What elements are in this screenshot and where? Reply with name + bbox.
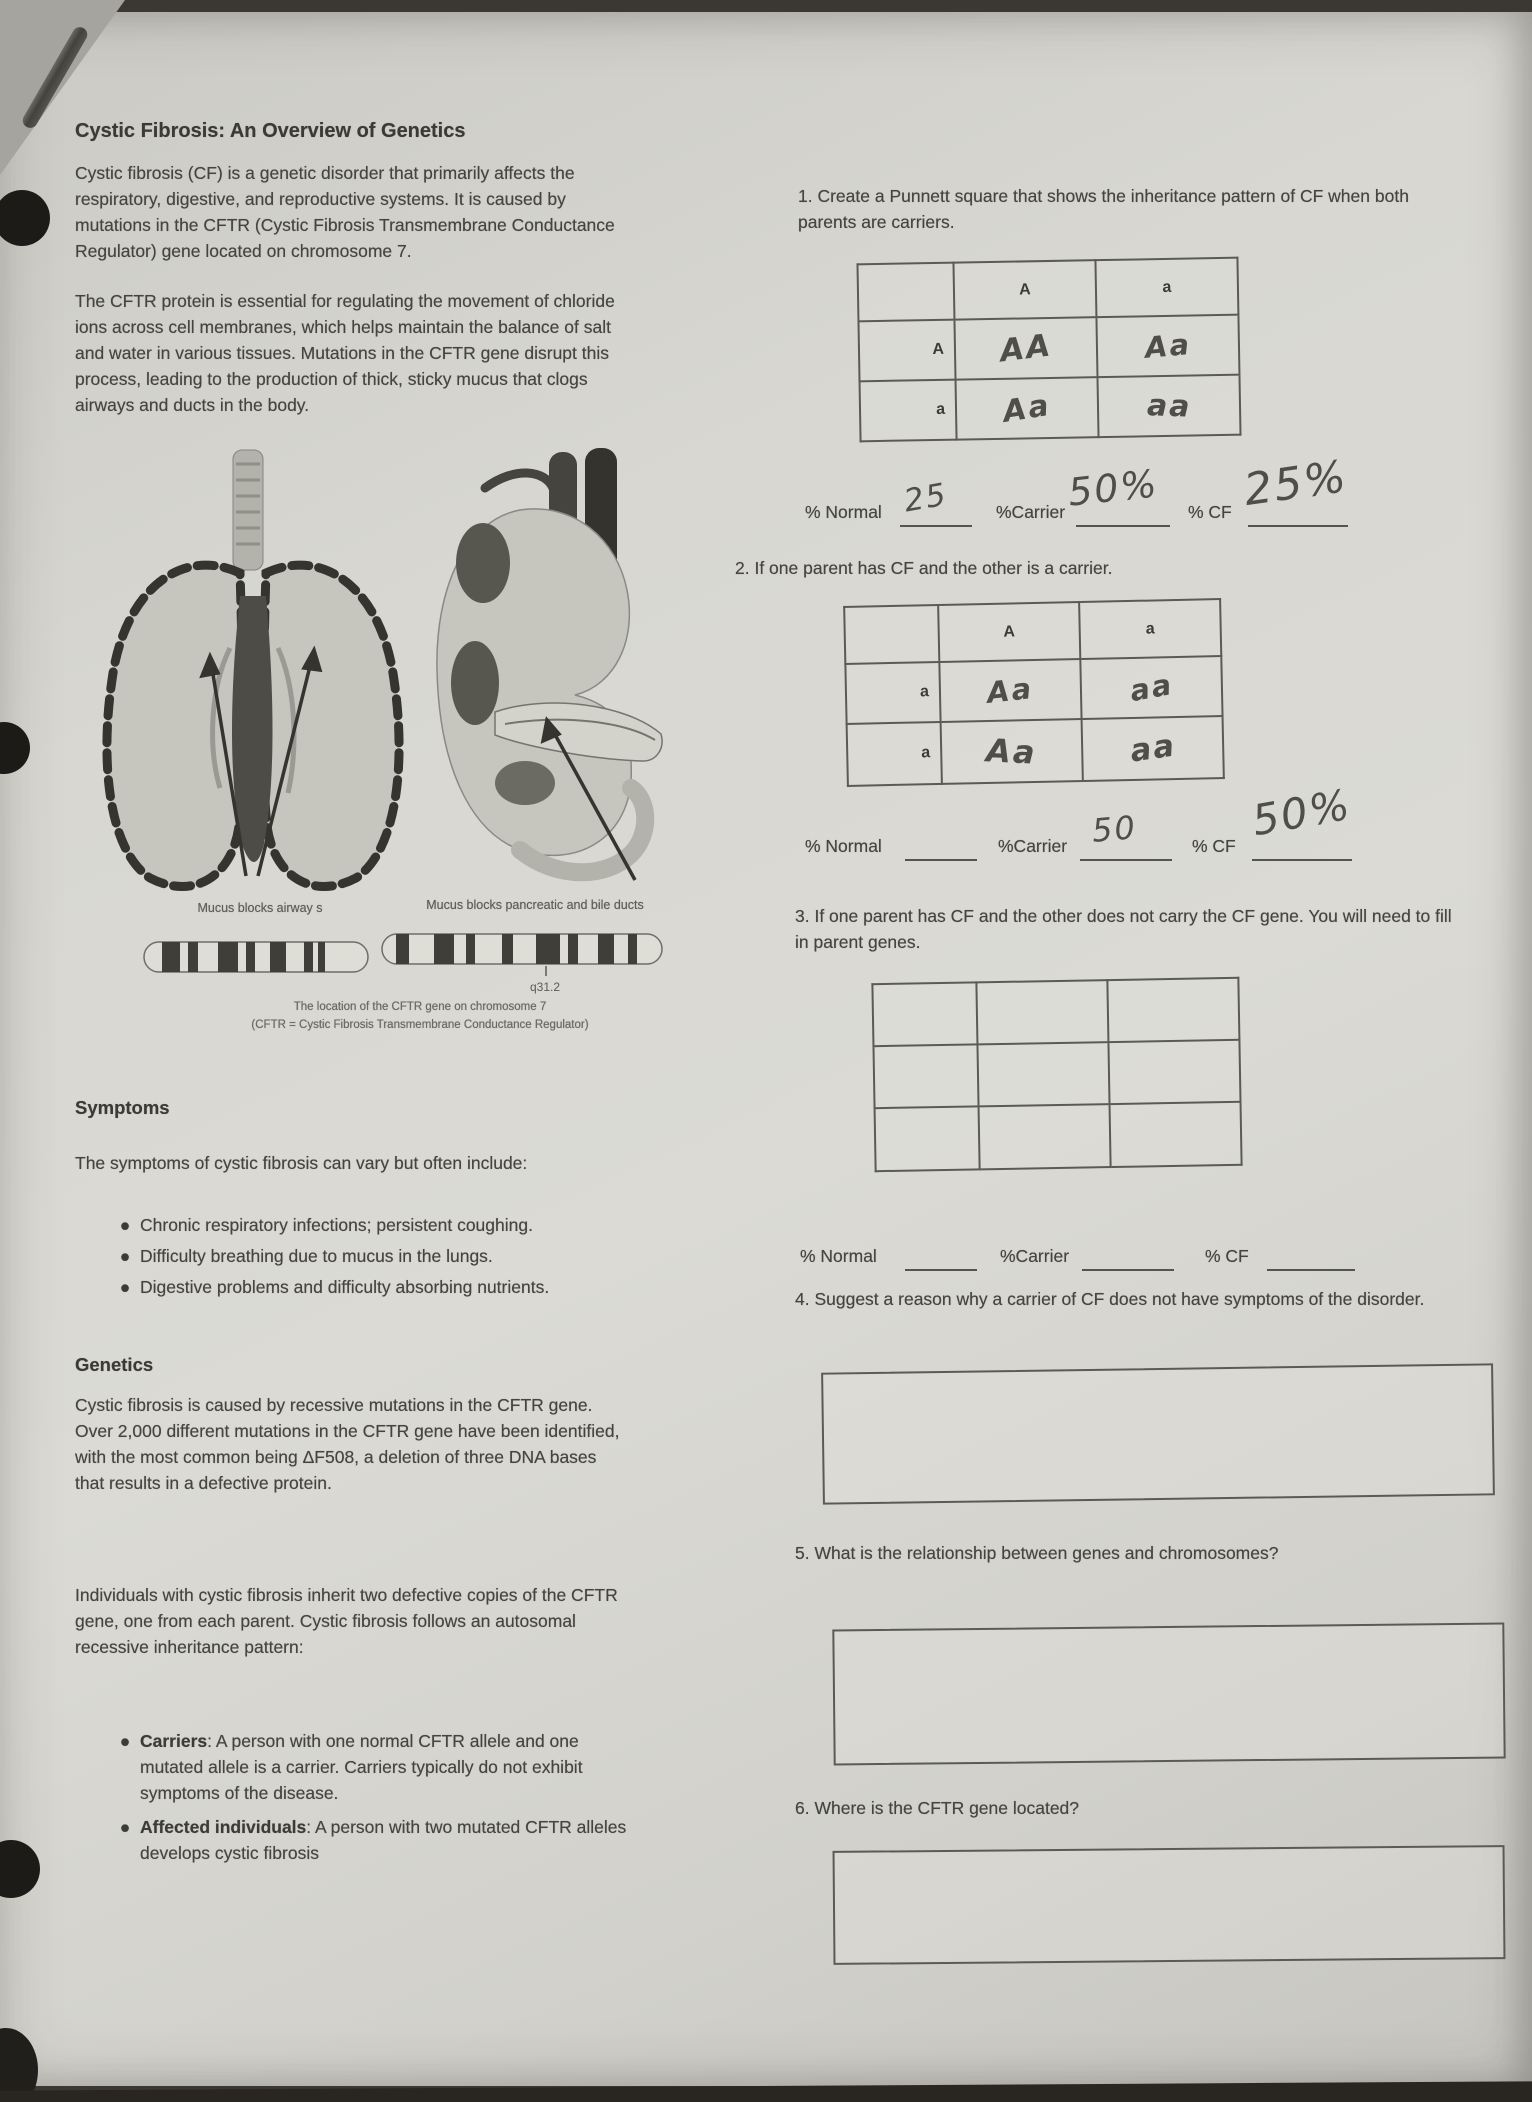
list-item [110, 1274, 655, 1300]
punnett2-col-header: A [938, 602, 1080, 662]
list-item [110, 1212, 655, 1238]
carriers-text: : A person with one normal CFTR allele and one mutated allele is a carrier. Carriers typically do not exhibit symptoms of the disease. [140, 1731, 583, 1803]
normal-label: % Normal [800, 1246, 877, 1266]
handwritten-genotype: Aa [1000, 387, 1054, 430]
handwritten-genotype: aa [1146, 387, 1192, 425]
cf-blank [1267, 1268, 1355, 1271]
genetics-heading: Genetics [75, 1354, 154, 1375]
punnett1-cell [1097, 375, 1240, 437]
chromosome-caption-line1: The location of the CFTR gene on chromosome 7 [293, 1001, 547, 1013]
normal-label: % Normal [805, 502, 882, 522]
question-1: 1. Create a Punnett square that shows the inheritance pattern of CF when both parents are carriers. [798, 186, 1409, 232]
question-6: 6. Where is the CFTR gene located? [795, 1798, 1080, 1818]
punnett3-cell [979, 1104, 1111, 1169]
chromosome-band-label: q31.2 [530, 980, 561, 994]
punnett2-row-label: a [847, 722, 942, 786]
punnett1-corner-cell [857, 263, 954, 322]
punnett2-col-header: a [1079, 599, 1221, 659]
handwritten-genotype: AA [997, 327, 1054, 370]
chromosome-ideogram [136, 920, 670, 998]
list-item [110, 1728, 630, 1806]
handwritten-cf-pct: 50% [1248, 779, 1355, 846]
punnett2-corner-cell [844, 605, 939, 664]
bullet-icon: ● [119, 1731, 131, 1751]
affected-text: : A person with two mutated CFTR alleles develops cystic fibrosis [140, 1817, 627, 1863]
punnett3-cell [1108, 1040, 1240, 1104]
punnett1-col-header: a [1095, 258, 1238, 317]
answer-box-q6 [833, 1845, 1506, 1965]
punnett1-col-header: A [953, 260, 1096, 319]
symptom-text: Chronic respiratory infections; persistent coughing. [140, 1215, 533, 1235]
symptoms-intro: The symptoms of cystic fibrosis can vary but often include: [75, 1153, 528, 1173]
carrier-blank [1080, 858, 1172, 861]
carrier-blank [1082, 1268, 1174, 1271]
handwritten-genotype: Aa [985, 731, 1038, 772]
punnett-square-3 [871, 977, 1242, 1172]
punnett1-cell [956, 377, 1099, 439]
punnett1-row-label: a [860, 380, 957, 442]
question-5: 5. What is the relationship between genes and chromosomes? [795, 1543, 1279, 1563]
intro-paragraph-1: Cystic fibrosis (CF) is a genetic disorder that primarily affects the respiratory, digestive, and reproductive systems. It is caused by mutations in the CFTR (Cystic Fibrosis Transmembrane Conductance Regulator) gene located on chromosome 7. [75, 163, 615, 261]
carriers-term: Carriers [140, 1731, 208, 1751]
list-item [110, 1814, 630, 1866]
affected-term: Affected individuals [140, 1817, 307, 1837]
carrier-label: %Carrier [998, 836, 1068, 856]
punnett1-row-label: A [858, 320, 955, 382]
symptoms-heading: Symptoms [75, 1097, 170, 1118]
answer-box-q5 [832, 1622, 1505, 1765]
handwritten-carrier-pct: 50 [1090, 808, 1139, 850]
lungs-caption: Mucus blocks airway s [197, 901, 323, 915]
handwritten-cf-pct: 25% [1240, 451, 1351, 516]
affected-definition [140, 1814, 630, 1866]
punnett3-cell [875, 1106, 980, 1171]
symptom-text: Digestive problems and difficulty absorbing nutrients. [140, 1277, 550, 1297]
punnett2-row-label: a [845, 662, 940, 724]
cf-label: % CF [1205, 1246, 1249, 1266]
cf-blank [1248, 524, 1348, 527]
question-2: 2. If one parent has CF and the other is a carrier. [735, 558, 1113, 578]
carriers-definition [140, 1728, 630, 1806]
punnett3-cell [1107, 978, 1239, 1042]
punnett-square-2 [843, 598, 1225, 787]
answer-box-q4 [821, 1363, 1495, 1504]
percent-line-3 [795, 1222, 1495, 1292]
genetics-paragraph-2: Individuals with cystic fibrosis inherit two defective copies of the CFTR gene, one from each parent. Cystic fibrosis follows an autosomal recessive inheritance pattern: [75, 1585, 618, 1657]
pancreas-illustration [425, 448, 675, 900]
punnett3-cell [872, 982, 977, 1046]
punnett2-cell [1082, 716, 1224, 781]
normal-blank [905, 858, 977, 861]
handwritten-carrier-pct: 50% [1065, 461, 1161, 515]
list-item [110, 1243, 655, 1269]
bullet-icon: ● [119, 1246, 131, 1266]
normal-label: % Normal [805, 836, 882, 856]
normal-blank [900, 524, 972, 527]
punnett3-cell [977, 1042, 1109, 1106]
pancreas-caption: Mucus blocks pancreatic and bile ducts [426, 898, 644, 912]
bullet-icon: ● [119, 1277, 131, 1297]
punnett2-cell [939, 659, 1081, 722]
punnett3-cell [873, 1044, 978, 1108]
symptom-text: Difficulty breathing due to mucus in the lungs. [140, 1246, 493, 1266]
handwritten-genotype: aa [1127, 727, 1178, 770]
inheritance-list [110, 1728, 630, 1871]
punnett3-cell [976, 980, 1108, 1044]
carrier-label: %Carrier [996, 502, 1066, 522]
cf-blank [1252, 858, 1352, 861]
lungs-illustration [90, 448, 420, 900]
question-4: 4. Suggest a reason why a carrier of CF does not have symptoms of the disorder. [795, 1289, 1425, 1309]
percent-line-2 [800, 779, 1500, 882]
punnett3-cell [1110, 1102, 1242, 1167]
genetics-paragraph-1: Cystic fibrosis is caused by recessive mutations in the CFTR gene. Over 2,000 different mutations in the CFTR gene have been identified, with the most common being ΔF508, a deletion of three DNA bases that results in a defective protein. [75, 1395, 620, 1493]
cf-label: % CF [1188, 502, 1232, 522]
chromosome-caption-line2: (CFTR = Cystic Fibrosis Transmembrane Conductance Regulator) [251, 1019, 589, 1031]
handwritten-genotype: Aa [1143, 326, 1193, 365]
handwritten-normal-pct: 25 [901, 476, 951, 520]
carrier-label: %Carrier [1000, 1246, 1070, 1266]
bullet-icon: ● [119, 1817, 131, 1837]
percent-line-1 [800, 451, 1500, 548]
handwritten-genotype: Aa [985, 671, 1036, 710]
punnett2-cell [941, 719, 1083, 784]
punnett1-cell [1096, 315, 1239, 377]
punnett1-cell [954, 317, 1097, 379]
bullet-icon: ● [119, 1215, 131, 1235]
intro-paragraph-2: The CFTR protein is essential for regulating the movement of chloride ions across cell membranes, which helps maintain the balance of salt and water in various tissues. Mutations in the CFTR gene disrupt this process, leading to the production of thick, sticky mucus that clogs airways and ducts in the body. [75, 291, 615, 415]
symptoms-list [110, 1212, 655, 1305]
question-3: 3. If one parent has CF and the other does not carry the CF gene. You will need to fill in parent genes. [795, 906, 1452, 952]
page-title: Cystic Fibrosis: An Overview of Genetics [75, 120, 466, 142]
carrier-blank [1076, 524, 1170, 527]
handwritten-genotype: aa [1127, 666, 1176, 709]
punnett-square-1 [856, 257, 1241, 443]
normal-blank [905, 1268, 977, 1271]
punnett2-cell [1080, 656, 1222, 719]
cf-label: % CF [1192, 836, 1236, 856]
